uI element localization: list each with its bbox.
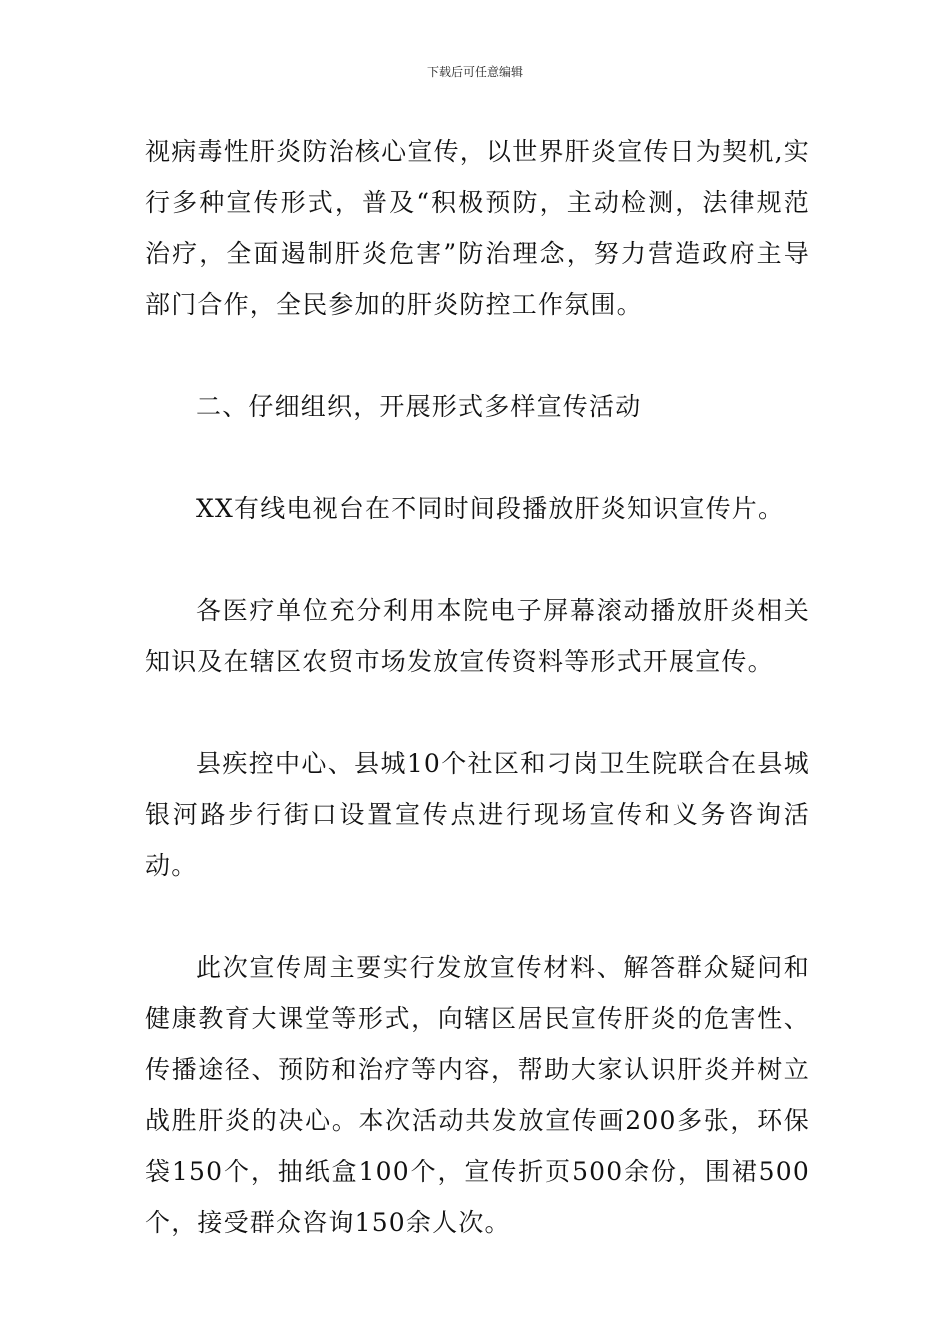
- header-note: 下载后可任意编辑: [426, 65, 523, 79]
- section-heading: 二、仔细组织，开展形式多样宣传活动: [196, 392, 642, 421]
- paragraph-medical-units: 各医疗单位充分利用本院电子屏幕滚动播放肝炎相关知识及在辖区农贸市场发放宣传资料等形式开展宣传。: [145, 596, 810, 676]
- document-body: [145, 126, 810, 1248]
- paragraph-cdc-event: 县疾控中心、县城10个社区和刁岗卫生院联合在县城银河路步行街口设置宣传点进行现场宣传和义务咨询活动。: [145, 749, 810, 880]
- paragraph-campaign-summary: 此次宣传周主要实行发放宣传材料、解答群众疑问和健康教育大课堂等形式，向辖区居民宣传肝炎的危害性、传播途径、预防和治疗等内容，帮助大家认识肝炎并树立战胜肝炎的决心。本次活动共发放宣传画200多张，环保袋150个，抽纸盒100个，宣传折页500余份，围裙500个，接受群众咨询150余人次。: [145, 953, 810, 1237]
- paragraph-continued: 视病毒性肝炎防治核心宣传，以世界肝炎宣传日为契机,实行多种宣传形式，普及“积极预防，主动检测，法律规范治疗，全面遏制肝炎危害”防治理念，努力营造政府主导部门合作，全民参加的肝炎防控工作氛围。: [145, 137, 810, 319]
- paragraph-tv-broadcast: XX有线电视台在不同时间段播放肝炎知识宣传片。: [196, 494, 785, 523]
